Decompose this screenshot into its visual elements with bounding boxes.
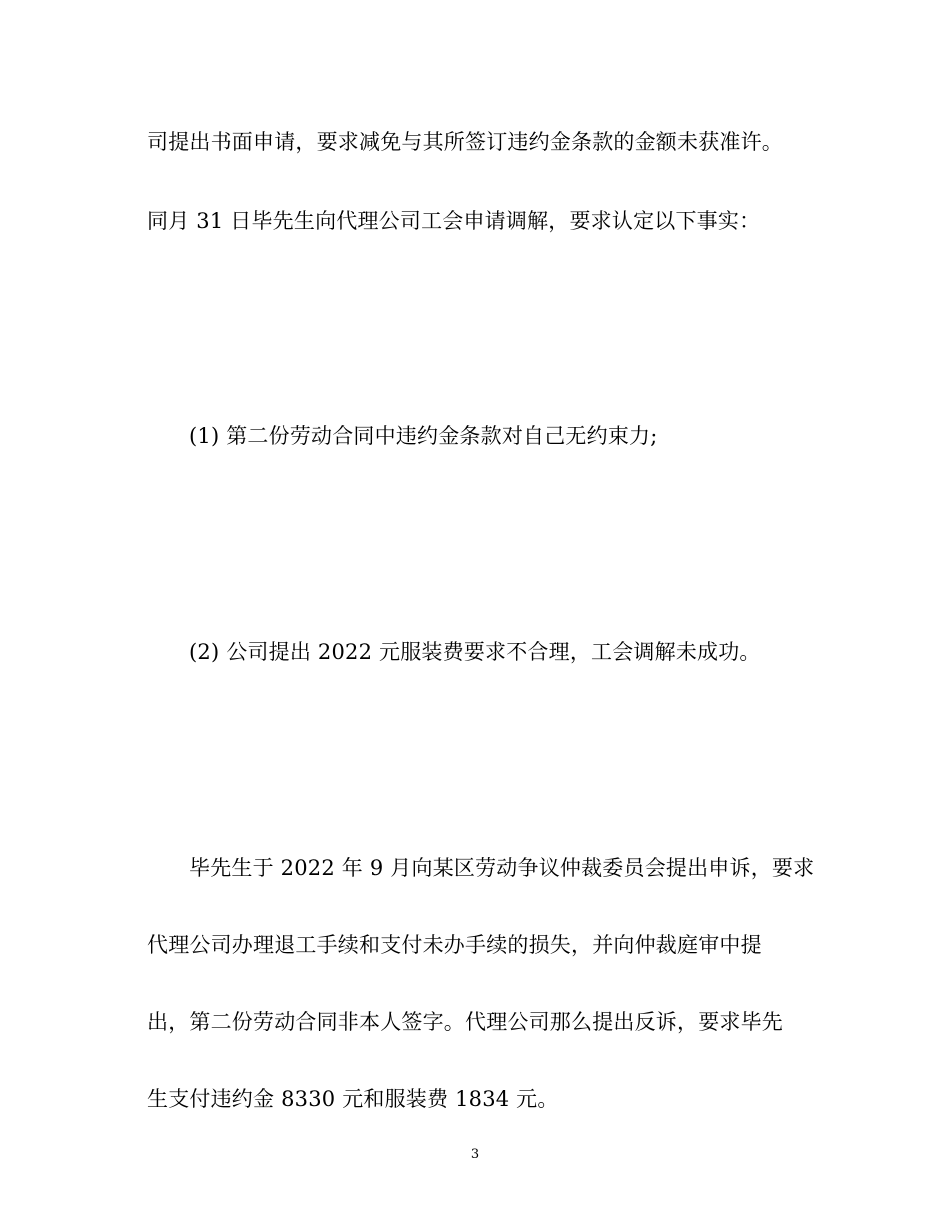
paragraph-1-line-2: 同月 31 日毕先生向代理公司工会申请调解，要求认定以下事实： <box>147 209 761 233</box>
paragraph-1-line-1: 司提出书面申请，要求减免与其所签订违约金条款的金额未获准许。 <box>147 130 783 154</box>
list-item-2: (2) 公司提出 2022 元服装费要求不合理，工会调解未成功。 <box>189 640 761 664</box>
list-item-1: (1) 第二份劳动合同中违约金条款对自己无约束力; <box>189 424 658 448</box>
paragraph-2-line-4: 生支付违约金 8330 元和服装费 1834 元。 <box>147 1087 559 1111</box>
paragraph-2-line-3: 出，第二份劳动合同非本人签字。代理公司那么提出反诉，要求毕先 <box>147 1010 783 1034</box>
paragraph-2-line-2: 代理公司办理退工手续和支付未办手续的损失，并向仲裁庭审中提 <box>147 933 762 957</box>
paragraph-2-line-1: 毕先生于 2022 年 9 月向某区劳动争议仲裁委员会提出申诉，要求 <box>189 856 815 880</box>
page-number: 3 <box>470 1147 480 1162</box>
